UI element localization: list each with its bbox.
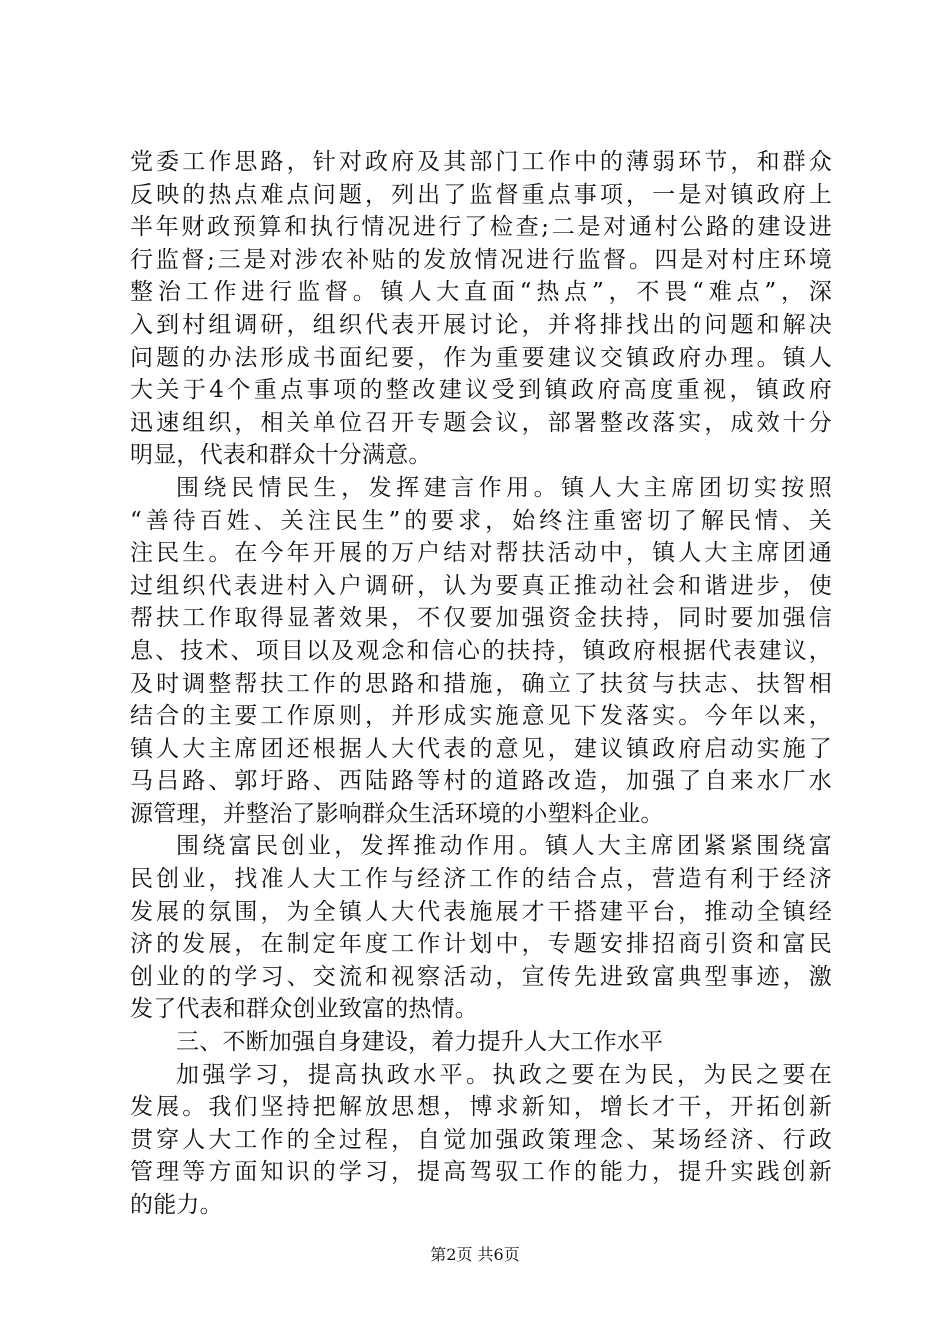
text-line: 源管理，并整治了影响群众生活环境的小塑料企业。 — [130, 800, 664, 827]
text-line: “善待百姓、关注民生”的要求，始终注重密切了解民情、关 — [130, 507, 832, 534]
text-line: 明显，代表和群众十分满意。 — [130, 442, 432, 469]
text-line: 发了代表和群众创业致富的热情。 — [130, 996, 478, 1023]
text-line: 入到村组调研，组织代表开展讨论，并将排找出的问题和解决 — [130, 311, 832, 338]
text-line: 党委工作思路，针对政府及其部门工作中的薄弱环节，和群众 — [130, 149, 832, 175]
text-line: 行监督;三是对涉农补贴的发放情况进行监督。四是对村庄环境 — [130, 246, 832, 273]
text-line: 结合的主要工作原则，并形成实施意见下发落实。今年以来， — [130, 703, 832, 730]
text-line: 镇人大主席团还根据人大代表的意见，建议镇政府启动实施了 — [130, 735, 832, 762]
text-line: 帮扶工作取得显著效果，不仅要加强资金扶持，同时要加强信 — [130, 605, 832, 632]
text-line: 加强学习，提高执政水平。执政之要在为民，为民之要在 — [176, 1061, 832, 1088]
text-line: 马吕路、郭圩路、西陆路等村的道路改造，加强了自来水厂水 — [130, 768, 832, 795]
text-line: 创业的的学习、交流和视察活动，宣传先进致富典型事迹，激 — [130, 963, 832, 990]
text-line: 及时调整帮扶工作的思路和措施，确立了扶贫与扶志、扶智相 — [130, 670, 832, 697]
section-heading — [130, 1026, 832, 1059]
text-line: 反映的热点难点问题，列出了监督重点事项，一是对镇政府上 — [130, 181, 832, 208]
text-line: 发展的氛围，为全镇人大代表施展才干搭建平台，推动全镇经 — [130, 898, 832, 925]
text-line: 注民生。在今年开展的万户结对帮扶活动中，镇人大主席团通 — [130, 540, 832, 567]
text-line: 贯穿人大工作的全过程，自觉加强政策理念、某场经济、行政 — [130, 1126, 832, 1153]
paragraph-1 — [130, 146, 832, 472]
text-line: 息、技术、项目以及观念和信心的扶持，镇政府根据代表建议， — [130, 637, 832, 664]
document-body — [130, 146, 832, 1222]
text-line: 问题的办法形成书面纪要，作为重要建议交镇政府办理。镇人 — [130, 344, 832, 371]
section-heading-text: 三、不断加强自身建设，着力提升人大工作水平 — [176, 1029, 664, 1056]
text-line: 半年财政预算和执行情况进行了检查;二是对通村公路的建设进 — [130, 214, 832, 241]
paragraph-2 — [130, 472, 832, 831]
text-line: 的能力。 — [130, 1192, 223, 1218]
text-line: 迅速组织，相关单位召开专题会议，部署整改落实，成效十分 — [130, 409, 832, 436]
paragraph-5 — [130, 1059, 832, 1222]
text-line: 围绕民情民生，发挥建言作用。镇人大主席团切实按照 — [176, 474, 832, 501]
page-number-footer: 第2页 共6页 — [430, 1245, 520, 1264]
text-line: 围绕富民创业，发挥推动作用。镇人大主席团紧紧围绕富 — [176, 833, 832, 860]
text-line: 整治工作进行监督。镇人大直面“热点”，不畏“难点”，深 — [130, 279, 832, 306]
text-line: 过组织代表进村入户调研，认为要真正推动社会和谐进步，使 — [130, 572, 832, 599]
text-line: 大关于4个重点事项的整改建议受到镇政府高度重视，镇政府 — [130, 377, 832, 404]
text-line: 民创业，找准人大工作与经济工作的结合点，营造有利于经济 — [130, 866, 832, 893]
text-line: 济的发展，在制定年度工作计划中，专题安排招商引资和富民 — [130, 931, 832, 958]
text-line: 发展。我们坚持把解放思想，博求新知，增长才干，开拓创新 — [130, 1094, 832, 1121]
text-line: 管理等方面知识的学习，提高驾驭工作的能力，提升实践创新 — [130, 1159, 832, 1186]
paragraph-3 — [130, 830, 832, 1026]
